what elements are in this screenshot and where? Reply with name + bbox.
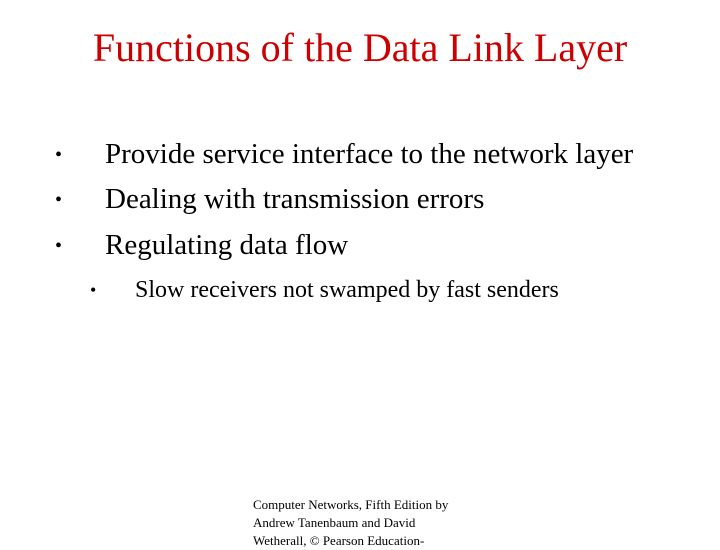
sub-bullet-text: Slow receivers not swamped by fast senders: [135, 277, 559, 303]
footer-line: Wetherall, © Pearson Education-: [253, 533, 425, 548]
bullet-text: Provide service interface to the network layer: [105, 138, 634, 170]
bullet-item-transmission-errors: [0, 177, 720, 221]
bullet-marker: •: [55, 235, 63, 257]
footer-line: Computer Networks, Fifth Edition by: [253, 497, 449, 512]
sub-bullet-marker: •: [90, 280, 97, 300]
sub-bullet-item-slow-receivers: [0, 271, 720, 309]
footer-line: Andrew Tanenbaum and David: [253, 515, 416, 530]
bullet-marker: •: [55, 189, 63, 211]
footer-citation: [253, 496, 493, 550]
bullet-text: Dealing with transmission errors: [105, 183, 485, 215]
bullet-item-service-interface: [0, 132, 720, 176]
bullet-text: Regulating data flow: [105, 229, 349, 261]
bullet-item-data-flow: [0, 223, 720, 267]
bullet-marker: •: [55, 144, 63, 166]
slide-title: Functions of the Data Link Layer: [92, 25, 628, 70]
